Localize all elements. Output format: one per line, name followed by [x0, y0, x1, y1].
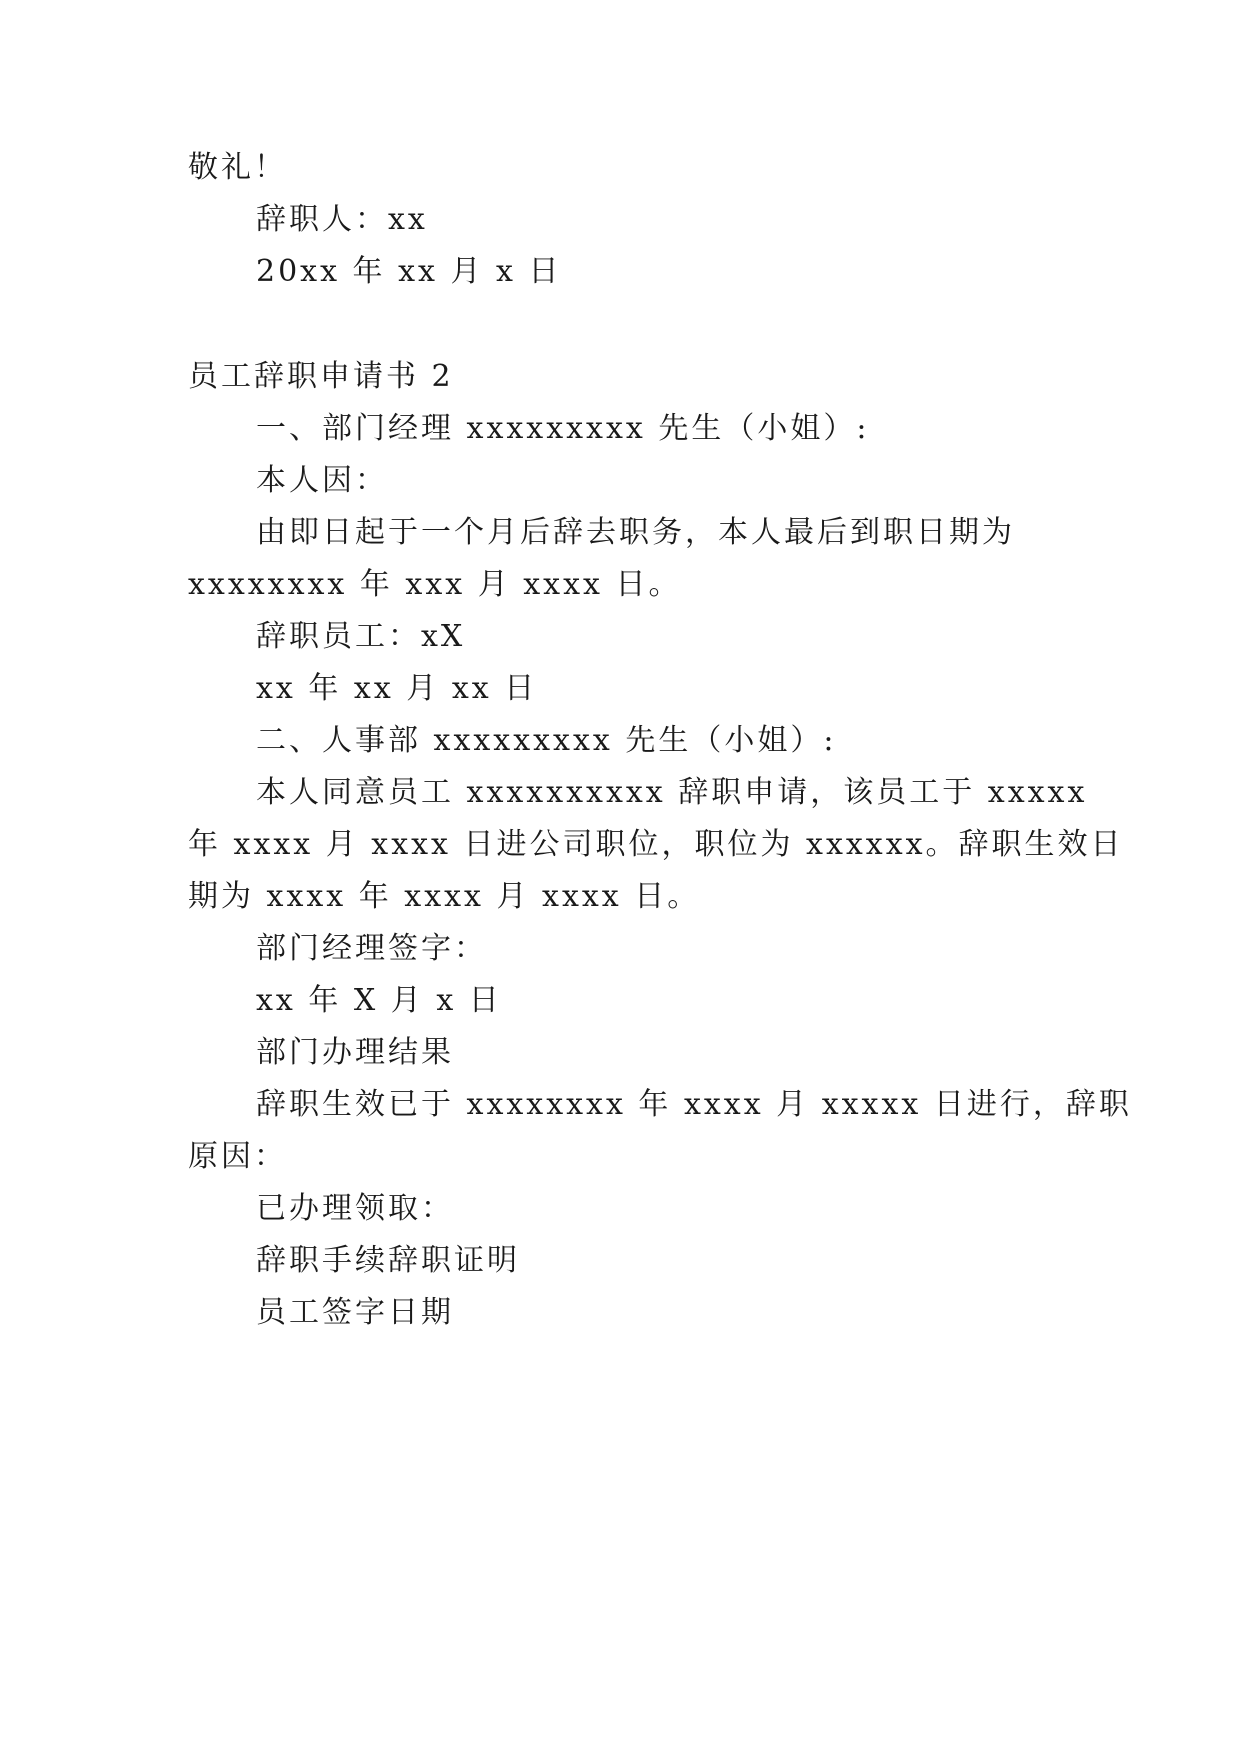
paragraph-line: 年 xxxx 月 xxxx 日进公司职位，职位为 xxxxxx。辞职生效日 [188, 827, 1124, 862]
paragraph-line: 部门经理签字： [256, 931, 487, 966]
paragraph-line: 原因： [188, 1139, 287, 1174]
signoff-date: 20xx 年 xx 月 x 日 [256, 254, 562, 289]
closing-salutation: 敬礼！ [188, 150, 287, 185]
paragraph-line: 员工签字日期 [256, 1295, 454, 1330]
paragraph-line: 本人同意员工 xxxxxxxxxx 辞职申请，该员工于 xxxxx [256, 775, 1088, 810]
paragraph-line: 二、人事部 xxxxxxxxx 先生（小姐）: [256, 723, 837, 758]
resigner-signature: 辞职人：xx [256, 202, 428, 237]
paragraph-line: 由即日起于一个月后辞去职务，本人最后到职日期为 [256, 515, 1015, 550]
paragraph-line: xx 年 xx 月 xx 日 [256, 671, 538, 706]
paragraph-line: 辞职员工：xX [256, 619, 466, 654]
paragraph-line: 一、部门经理 xxxxxxxxx 先生（小姐）: [256, 411, 870, 446]
paragraph-line: 期为 xxxx 年 xxxx 月 xxxx 日。 [188, 879, 701, 914]
paragraph-line: 本人因： [256, 463, 388, 498]
paragraph-line: 已办理领取： [256, 1191, 454, 1226]
paragraph-line: 辞职生效已于 xxxxxxxx 年 xxxx 月 xxxxx 日进行，辞职 [256, 1087, 1132, 1122]
paragraph-line: xxxxxxxx 年 xxx 月 xxxx 日。 [188, 567, 682, 602]
paragraph-line: 辞职手续辞职证明 [256, 1243, 520, 1278]
paragraph-line: 部门办理结果 [256, 1035, 454, 1070]
section-title: 员工辞职申请书 2 [188, 359, 454, 394]
paragraph-line: xx 年 X 月 x 日 [256, 983, 502, 1018]
